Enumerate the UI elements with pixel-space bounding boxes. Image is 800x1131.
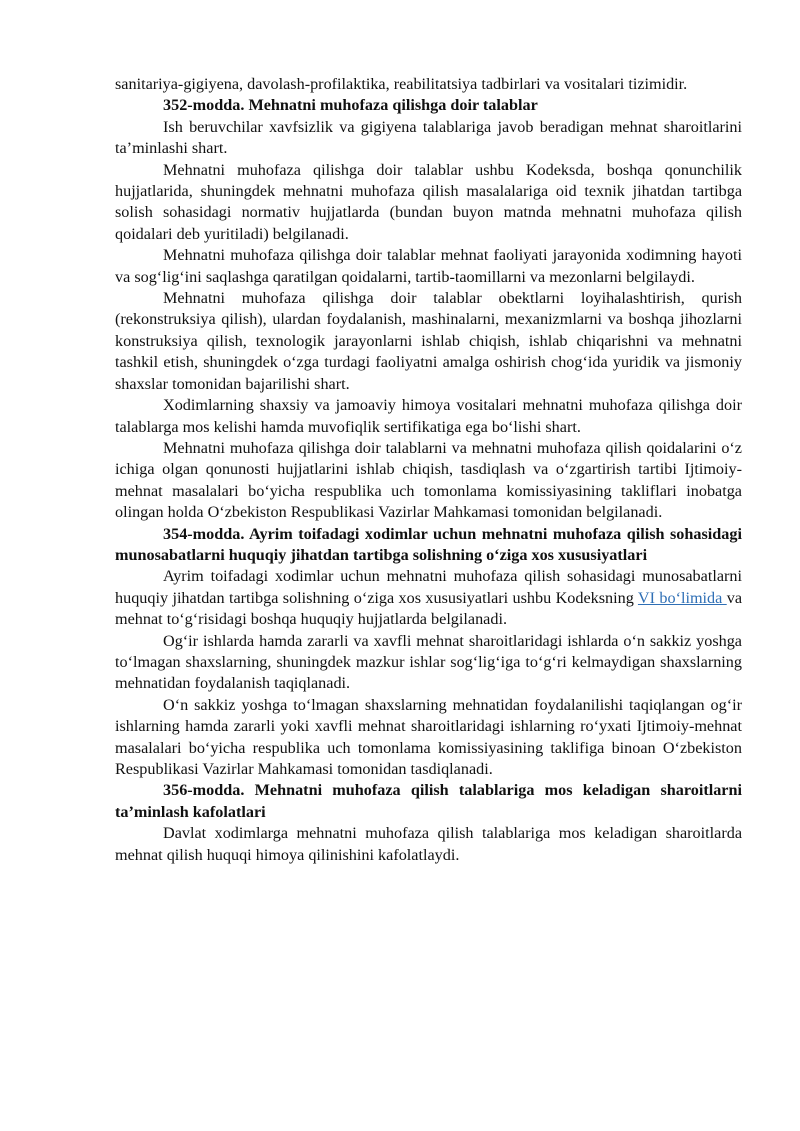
paragraph: Mehnatni muhofaza qilishga doir talablar obektlarni loyihalashtirish, qurish (rekonstruksiya qilish), ulardan foydalanish, mashinalarni, mexanizmlarni va boshqa jihozlarni konstruksiya qilish, texnologik jarayonlarni ishlab chiqish, ishlab chiqarishni va mehnatni tashkil etish, shuningdek o‘zga turdagi faoliyatni amalga oshirish chog‘ida yuridik va jismoniy shaxslar tomonidan bajarilishi shart. [115, 289, 742, 393]
paragraph: Davlat xodimlarga mehnatni muhofaza qilish talablariga mos keladigan sharoitlarda mehnat qilish huquqi himoya qilinishini kafolatlaydi. [115, 824, 742, 864]
paragraph: Mehnatni muhofaza qilishga doir talablar mehnat faoliyati jarayonida xodimning hayoti va sog‘lig‘ini saqlashga qaratilgan qoidalarni, tartib-taomillarni va mezonlarni belgilaydi. [115, 246, 742, 286]
paragraph-text: Ayrim toifadagi xodimlar uchun mehnatni muhofaza qilish sohasidagi munosabatlarni huquqiy jihatdan tartibga solishning o‘ziga xos xususiyatlari ushbu Kodeksning [115, 567, 742, 607]
paragraph-with-link [115, 566, 742, 630]
article-356-title: 356-modda. Mehnatni muhofaza qilish talablariga mos keladigan sharoitlarni ta’minlash kafolatlari [115, 781, 742, 821]
article-352-title: 352-modda. Mehnatni muhofaza qilishga doir talablar [163, 96, 538, 115]
article-354-title: 354-modda. Ayrim toifadagi xodimlar uchun mehnatni muhofaza qilish sohasidagi munosabatlarni huquqiy jihatdan tartibga solishning o‘ziga xos xususiyatlari [115, 524, 742, 564]
paragraph: Mehnatni muhofaza qilishga doir talablar ushbu Kodeksda, boshqa qonunchilik hujjatlarida, shuningdek mehnatni muhofaza qilish masalalariga oid texnik jihatdan tartibga solish sohasidagi normativ hujjatlarda (bundan buyon matnda mehnatni muhofaza qilish qoidalari deb yuritiladi) belgilanadi. [115, 160, 742, 243]
document-page [115, 74, 742, 866]
paragraph: Mehnatni muhofaza qilishga doir talablarni va mehnatni muhofaza qilish qoidalarini o‘z ichiga olgan qonunosti hujjatlarini ishlab chiqish, tasdiqlash va o‘zgartirish tartibi Ijtimoiy-mehnat masalalari bo‘yicha respublika uch tomonlama komissiyasining takliflari inobatga olingan holda O‘zbekiston Respublikasi Vazirlar Mahkamasi tomonidan belgilanadi. [115, 438, 742, 522]
paragraph: sanitariya-gigiyena, davolash-profilaktika, reabilitatsiya tadbirlari va vositalari tizimidir. [115, 75, 688, 93]
paragraph: Xodimlarning shaxsiy va jamoaviy himoya vositalari mehnatni muhofaza qilishga doir talablarga mos kelishi hamda muvofiqlik sertifikatiga ega bo‘lishi shart. [115, 396, 742, 436]
paragraph-text: va mehnat to‘g‘risidagi boshqa huquqiy hujjatlarda belgilanadi. [115, 588, 742, 629]
section-vi-link[interactable]: VI bo‘limida [637, 588, 727, 607]
paragraph: Og‘ir ishlarda hamda zararli va xavfli mehnat sharoitlaridagi ishlarda o‘n sakkiz yoshga to‘lmagan shaxslarning, shuningdek mazkur ishlar sog‘lig‘iga to‘g‘ri kelmaydigan shaxslarning mehnatidan foydalanish taqiqlanadi. [115, 631, 742, 693]
paragraph: O‘n sakkiz yoshga to‘lmagan shaxslarning mehnatidan foydalanilishi taqiqlangan og‘ir ishlarning hamda zararli yoki xavfli mehnat sharoitlaridagi ishlarning ro‘yxati Ijtimoiy-mehnat masalalari bo‘yicha respublika uch tomonlama komissiyasining taklifiga binoan O‘zbekiston Respublikasi Vazirlar Mahkamasi tomonidan tasdiqlanadi. [115, 695, 742, 778]
paragraph: Ish beruvchilar xavfsizlik va gigiyena talablariga javob beradigan mehnat sharoitlarini ta’minlashi shart. [115, 117, 742, 158]
